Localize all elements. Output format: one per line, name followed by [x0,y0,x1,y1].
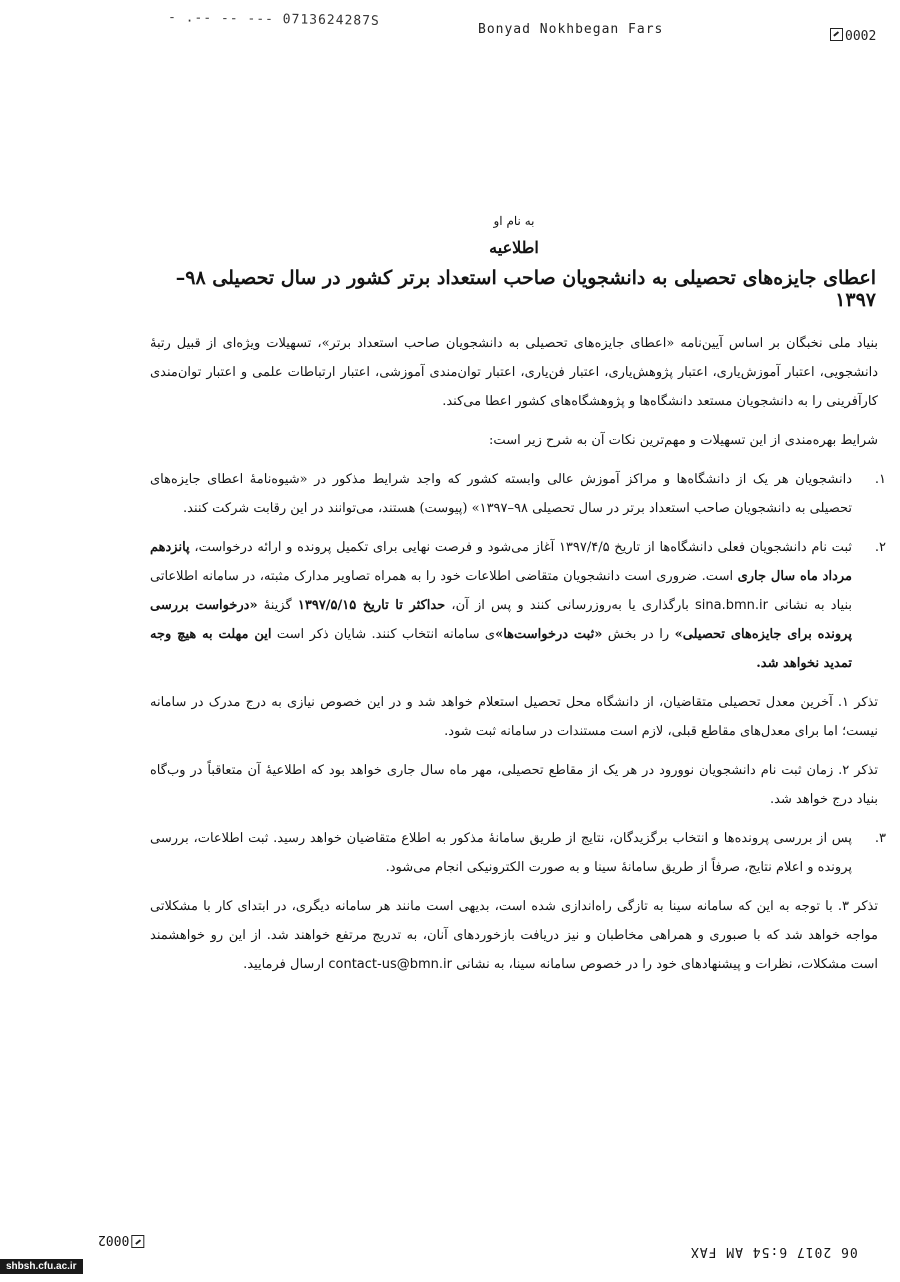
condition-item-1 [150,465,886,523]
item-text-part: بارگذاری یا به‌روزرسانی کنند و پس از آن، [451,598,689,613]
conditions-list [150,465,886,979]
item-text-part: را در بخش [607,627,670,642]
footer-fax-datetime: 06 2017 6:54 AM FAX [690,1244,858,1259]
fax-page-label: 0002 [845,29,877,44]
note-1: تذکر ۱. آخرین معدل تحصیلی متقاضیان، از دانشگاه محل تحصیل استعلام خواهد شد و در این خصوص نیازی به درج مدرک در سامانه نیست؛ اما برای معدل‌های مقاطع قبلی، لازم است مستندات در سامانه ثبت شود. [150,695,878,739]
fax-number: - .-- -- --- 0713624287S [167,10,380,29]
item-text: دانشجویان هر یک از دانشگاه‌ها و مراکز آموزش عالی وابسته کشور که واجد شرایط مذکور در «شیوه‌نامهٔ اعطای جایزه‌های تحصیلی به دانشجویان صاحب استعداد برتر در سال تحصیلی ۹۸–۱۳۹۷» (پیوست) هستند، می‌توانند در این رقابت شرکت کنند. [150,472,852,516]
condition-item-3 [150,824,886,882]
note-3 [150,892,878,979]
announcement-title: اعطای جایزه‌های تحصیلی به دانشجویان صاحب استعداد برتر کشور در سال تحصیلی ۹۸–۱۳۹۷ [175,267,876,311]
footer-page-number [98,1232,144,1248]
request-option: «درخواست بررسی پرونده برای جایزه‌های تحصیلی» [150,598,852,642]
requests-section: «ثبت درخواست‌ها» [495,627,603,642]
note-tail: ارسال فرمایید. [243,957,325,972]
note-2: تذکر ۲. زمان ثبت نام دانشجویان نوورود در هر یک از مقاطع تحصیلی، مهر ماه سال جاری خواهد بود که اطلاعیهٔ آن متعاقباً در وب‌گاه بنیاد درج خواهد شد. [150,763,878,807]
fax-sender: Bonyad Nokhbegan Fars [478,22,664,37]
deadline-text: پانزدهم مرداد ماه سال جاری [150,540,852,584]
condition-item-2 [150,533,886,678]
contact-email: contact-us@bmn.ir [328,957,452,972]
item-number: ۳. [874,831,886,846]
announcement-document [150,214,886,989]
item-text-part: ی سامانه انتخاب کنند. شایان ذکر است [276,627,496,642]
basmala: به نام او [493,214,535,228]
page-icon [830,28,843,41]
item-text-part: گزینهٔ [263,598,292,613]
conditions-intro: شرایط بهره‌مندی از این تسهیلات و مهم‌ترین نکات آن به شرح زیر است: [489,433,878,448]
footer-page-label: 0002 [98,1232,130,1247]
fax-page-number [830,28,876,44]
announcement-heading: اطلاعیه [489,238,539,257]
note-text: تذکر ۳. با توجه به این که سامانه سینا به تازگی راه‌اندازی شده است، بدیهی است مانند هر سامانه دیگری، در ابتدای کار با مشکلاتی مواجه خواهد شد که با صبوری و همراهی مخاطبان و نیز دریافت بازخوردهای آنان، به تدریج مرتفع خواهند شد. از این رو خواهشمند است مشکلات، نظرات و پیشنهادهای خود را در خصوص سامانه سینا، به نشانی [150,899,878,972]
deadline-date: حداکثر تا تاریخ ۱۳۹۷/۵/۱۵ [297,598,446,613]
item-number: ۱. [874,472,886,487]
item-text: پس از بررسی پرونده‌ها و انتخاب برگزیدگان، نتایج از طریق سامانهٔ مذکور به اطلاع متقاضیان خواهد رسید. ثبت اطلاعات، بررسی پرونده و اعلام نتایج، صرفاً از طریق سامانهٔ سینا و به صورت الکترونیکی انجام می‌شود. [150,831,852,875]
page-icon [131,1235,144,1248]
item-number: ۲. [874,540,886,555]
site-watermark: shbsh.cfu.ac.ir [0,1259,83,1274]
item-text-part: است. ضروری است دانشجویان متقاضی اطلاعات خود را به همراه تصاویر مدارک مثبته، در سامانه اطلاعاتی بنیاد به نشانی [150,569,853,613]
sina-url: sina.bmn.ir [695,598,768,613]
fax-header [0,10,900,44]
no-extension-notice: این مهلت به هیچ وجه تمدید نخواهد شد. [150,627,852,671]
fax-footer [0,1232,900,1282]
item-text-part: ثبت نام دانشجویان فعلی دانشگاه‌ها از تاریخ ۱۳۹۷/۴/۵ آغاز می‌شود و فرصت نهایی برای تکمیل پرونده و ارائه درخواست، [194,540,852,555]
intro-paragraph: بنیاد ملی نخبگان بر اساس آیین‌نامه «اعطای جایزه‌های تحصیلی به دانشجویان صاحب استعداد برتر»، تسهیلات ویژه‌ای از قبیل رتبهٔ دانشجویی، اعتبار آموزش‌یاری، اعتبار پژوهش‌یاری، اعتبار فن‌یاری، اعتبار توان‌مندی آموزشی، اعتبار ارتباطات علمی و اعتبار توان‌مندی کارآفرینی را به دانشجویان مستعد دانشگاه‌ها و پژوهشگاه‌های کشور اعطا می‌کند. [150,336,878,409]
